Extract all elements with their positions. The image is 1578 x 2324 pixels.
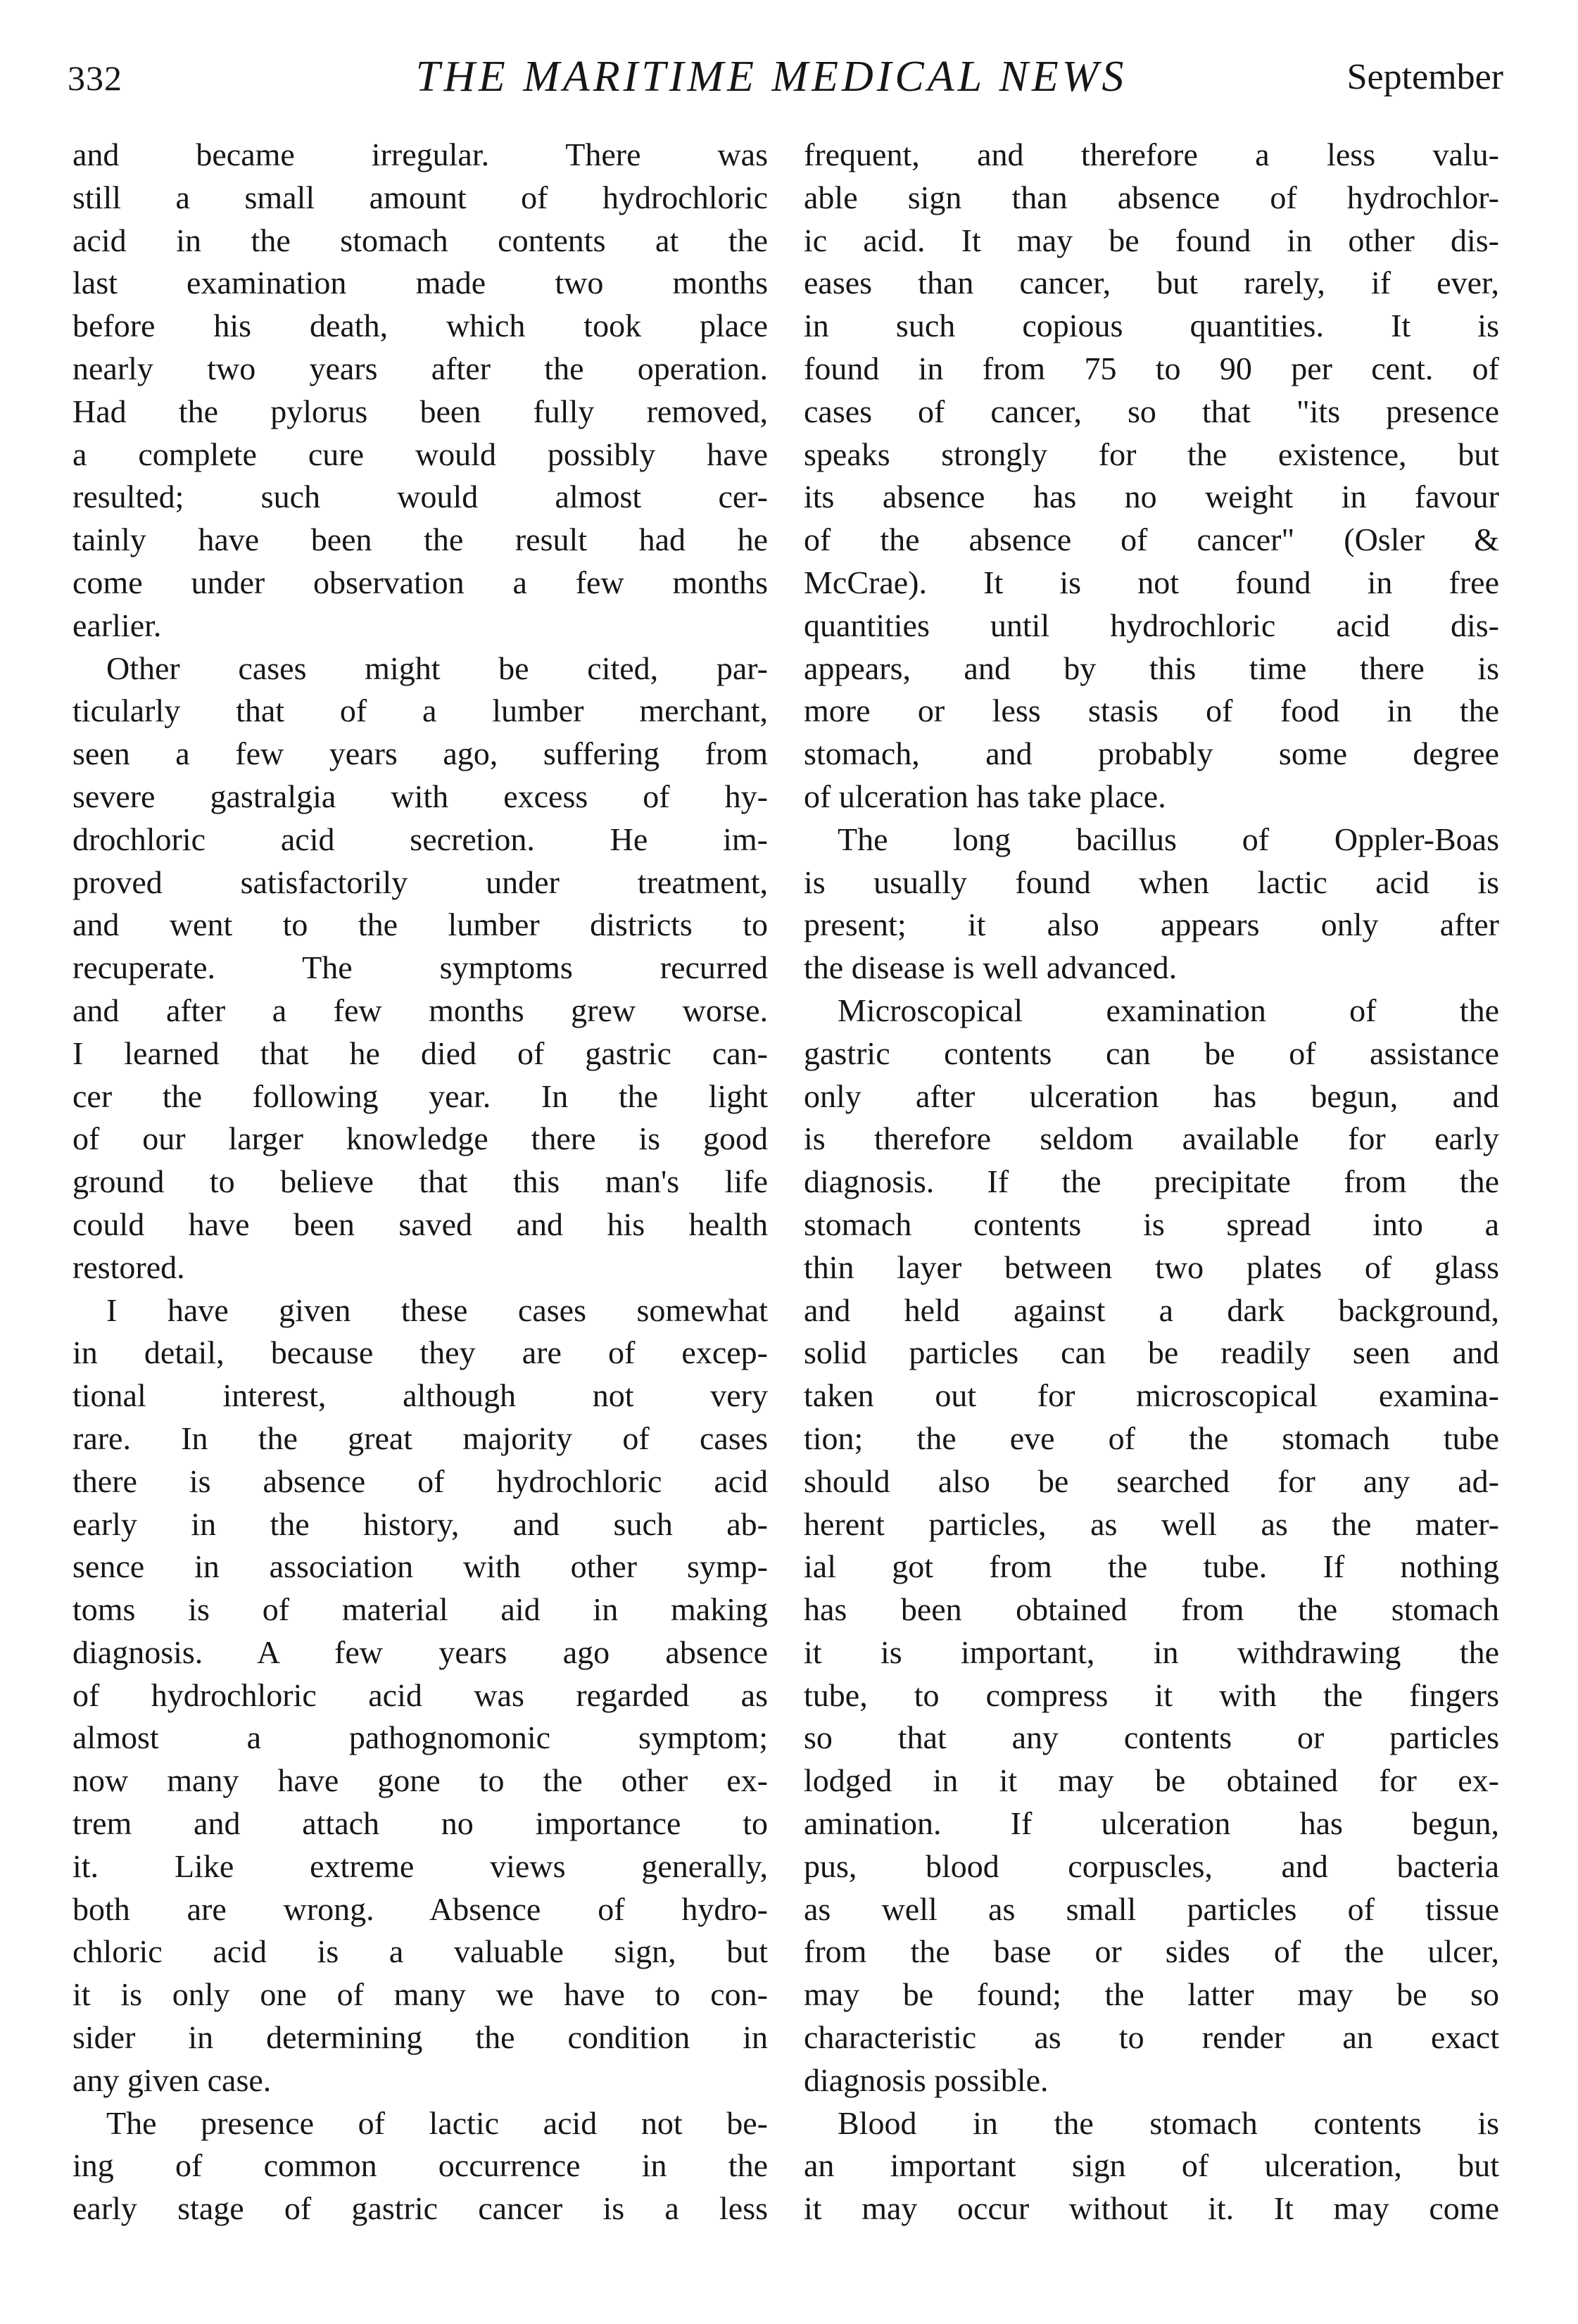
- text-line: of ulceration has take place.: [804, 778, 1166, 814]
- text-line: may be found; the latter may be so: [804, 1976, 1499, 2013]
- text-line: it is important, in withdrawing the: [804, 1634, 1499, 1670]
- text-line: it. Like extreme views generally,: [72, 1848, 768, 1884]
- text-line: as well as small particles of tissue: [804, 1890, 1499, 1927]
- right-column: [804, 134, 1499, 2230]
- text-line: it is only one of many we have to con-: [72, 1976, 768, 2013]
- text-line: so that any contents or particles: [804, 1719, 1499, 1756]
- text-line: tainly have been the result had he: [72, 522, 768, 558]
- text-line: seen a few years ago, suffering from: [72, 735, 768, 772]
- text-line: its absence has no weight in favour: [804, 479, 1499, 515]
- text-line: The long bacillus of Oppler-Boas: [838, 821, 1499, 857]
- text-line: ticularly that of a lumber merchant,: [72, 693, 768, 729]
- text-line: ground to believe that this man's life: [72, 1163, 768, 1200]
- text-line: I have given these cases somewhat: [106, 1292, 768, 1328]
- text-line: frequent, and therefore a less valu-: [804, 137, 1499, 172]
- text-line: diagnosis possible.: [804, 2061, 1049, 2098]
- text-line: before his death, which took place: [72, 308, 768, 344]
- text-line: amination. If ulceration has begun,: [804, 1805, 1499, 1842]
- text-line: of our larger knowledge there is good: [72, 1120, 768, 1157]
- text-line: McCrae). It is not found in free: [804, 564, 1499, 600]
- text-line: able sign than absence of hydrochlor-: [804, 179, 1499, 215]
- text-line: ing of common occurrence in the: [72, 2147, 768, 2184]
- journal-title: THE MARITIME MEDICAL NEWS: [415, 53, 1128, 101]
- text-line: Blood in the stomach contents is: [838, 2104, 1499, 2141]
- text-line: is therefore seldom available for early: [804, 1120, 1499, 1157]
- page-number: 332: [68, 58, 122, 98]
- text-line: still a small amount of hydrochloric: [72, 179, 768, 215]
- text-line: of hydrochloric acid was regarded as: [72, 1676, 768, 1713]
- text-line: and became irregular. There was: [72, 137, 768, 172]
- text-line: now many have gone to the other ex-: [72, 1762, 768, 1799]
- text-line: only after ulceration has begun, and: [804, 1078, 1499, 1114]
- text-line: early in the history, and such ab-: [72, 1505, 768, 1542]
- text-line: and went to the lumber districts to: [72, 907, 768, 943]
- text-line: Other cases might be cited, par-: [106, 650, 768, 686]
- text-line: toms is of material aid in making: [72, 1591, 768, 1628]
- text-line: Microscopical examination of the: [838, 992, 1499, 1028]
- text-line: more or less stasis of food in the: [804, 693, 1499, 729]
- text-line: solid particles can be readily seen and: [804, 1334, 1499, 1371]
- text-line: herent particles, as well as the mater-: [804, 1505, 1499, 1542]
- text-line: gastric contents can be of assistance: [804, 1035, 1499, 1071]
- text-line: cer the following year. In the light: [72, 1078, 768, 1114]
- issue-month: September: [1346, 57, 1503, 97]
- text-line: almost a pathognomonic symptom;: [72, 1719, 768, 1756]
- text-line: in detail, because they are of excep-: [72, 1334, 768, 1371]
- text-line: restored.: [72, 1249, 185, 1285]
- text-line: the disease is well advanced.: [804, 949, 1178, 986]
- text-line: pus, blood corpuscles, and bacteria: [804, 1848, 1499, 1884]
- text-line: quantities until hydrochloric acid dis-: [804, 607, 1499, 643]
- text-line: chloric acid is a valuable sign, but: [72, 1933, 768, 1970]
- text-line: The presence of lactic acid not be-: [106, 2104, 768, 2141]
- text-line: recuperate. The symptoms recurred: [72, 949, 768, 986]
- text-line: I learned that he died of gastric can-: [72, 1035, 768, 1071]
- text-line: is usually found when lactic acid is: [804, 864, 1499, 900]
- text-line: and after a few months grew worse.: [72, 992, 768, 1028]
- text-line: proved satisfactorily under treatment,: [72, 864, 768, 900]
- text-line: stomach, and probably some degree: [804, 735, 1499, 772]
- text-line: of the absence of cancer" (Osler &: [804, 522, 1499, 558]
- text-line: acid in the stomach contents at the: [72, 222, 768, 258]
- text-line: ial got from the tube. If nothing: [804, 1548, 1499, 1585]
- text-line: it may occur without it. It may come: [804, 2190, 1499, 2227]
- text-line: diagnosis. If the precipitate from the: [804, 1163, 1499, 1200]
- text-line: tube, to compress it with the fingers: [804, 1676, 1499, 1713]
- text-line: and held against a dark background,: [804, 1292, 1499, 1328]
- text-line: resulted; such would almost cer-: [72, 479, 768, 515]
- text-line: an important sign of ulceration, but: [804, 2147, 1499, 2184]
- text-line: ic acid. It may be found in other dis-: [804, 222, 1499, 258]
- text-line: in such copious quantities. It is: [804, 308, 1499, 344]
- text-line: taken out for microscopical examina-: [804, 1377, 1499, 1414]
- text-line: tion; the eve of the stomach tube: [804, 1420, 1499, 1456]
- text-line: any given case.: [72, 2061, 272, 2098]
- text-line: found in from 75 to 90 per cent. of: [804, 350, 1499, 386]
- text-line: has been obtained from the stomach: [804, 1591, 1499, 1628]
- text-line: stomach contents is spread into a: [804, 1206, 1499, 1242]
- text-line: drochloric acid secretion. He im-: [72, 821, 768, 857]
- text-line: sence in association with other symp-: [72, 1548, 768, 1585]
- text-line: eases than cancer, but rarely, if ever,: [804, 265, 1499, 301]
- text-line: could have been saved and his health: [72, 1206, 768, 1242]
- text-line: should also be searched for any ad-: [804, 1463, 1499, 1499]
- text-line: rare. In the great majority of cases: [72, 1420, 768, 1456]
- text-line: speaks strongly for the existence, but: [804, 436, 1499, 472]
- text-line: severe gastralgia with excess of hy-: [72, 778, 768, 814]
- text-line: cases of cancer, so that "its presence: [804, 393, 1499, 429]
- text-line: nearly two years after the operation.: [72, 350, 768, 386]
- text-line: early stage of gastric cancer is a less: [72, 2190, 768, 2227]
- text-line: thin layer between two plates of glass: [804, 1249, 1499, 1285]
- text-line: tional interest, although not very: [72, 1377, 768, 1414]
- text-line: trem and attach no importance to: [72, 1805, 768, 1842]
- text-line: diagnosis. A few years ago absence: [72, 1634, 768, 1670]
- text-line: lodged in it may be obtained for ex-: [804, 1762, 1499, 1799]
- text-line: characteristic as to render an exact: [804, 2019, 1499, 2056]
- text-line: present; it also appears only after: [804, 907, 1499, 943]
- text-line: come under observation a few months: [72, 564, 768, 600]
- text-line: last examination made two months: [72, 265, 768, 301]
- text-line: earlier.: [72, 607, 162, 643]
- text-line: both are wrong. Absence of hydro-: [72, 1890, 768, 1927]
- text-line: from the base or sides of the ulcer,: [804, 1933, 1499, 1970]
- page-header: [68, 37, 1503, 114]
- text-line: appears, and by this time there is: [804, 650, 1499, 686]
- text-line: sider in determining the condition in: [72, 2019, 768, 2056]
- left-column: [72, 134, 768, 2230]
- text-line: Had the pylorus been fully removed,: [72, 393, 768, 429]
- text-line: there is absence of hydrochloric acid: [72, 1463, 768, 1499]
- text-line: a complete cure would possibly have: [72, 436, 768, 472]
